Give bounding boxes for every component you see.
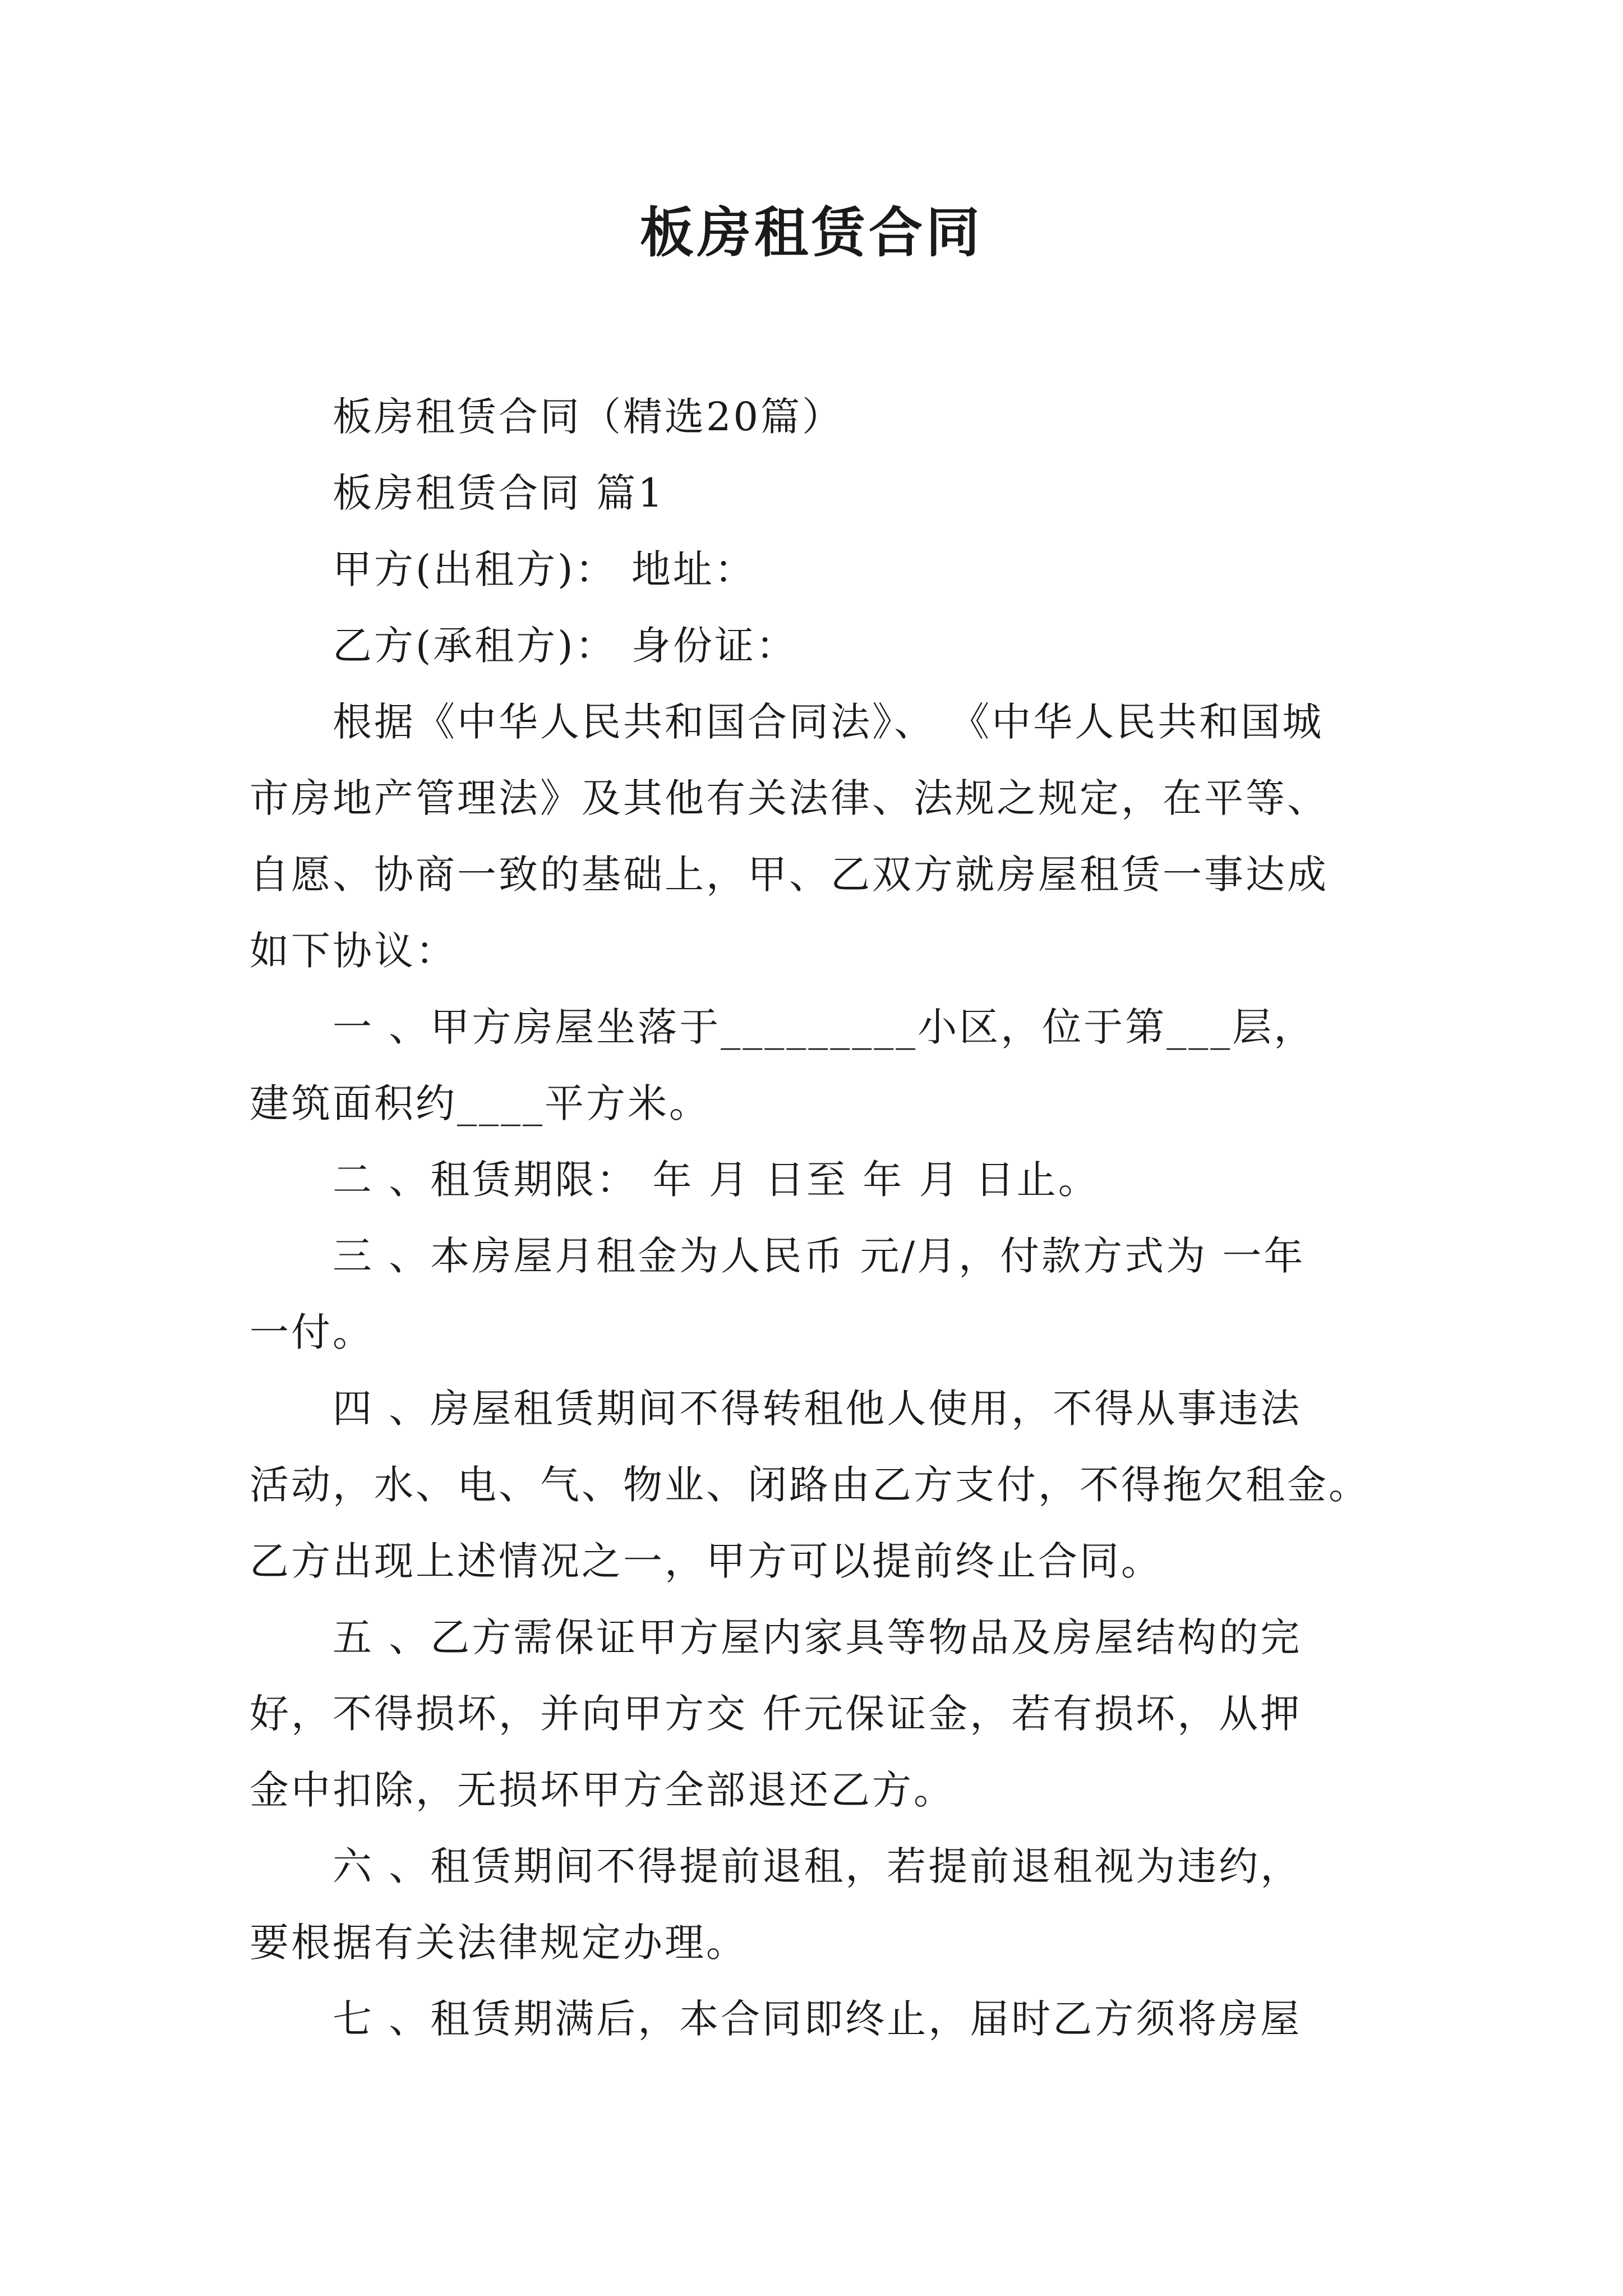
clause-4-line: 乙方出现上述情况之一，甲方可以提前终止合同。 [250, 1538, 1163, 1584]
section-heading: 板房租赁合同 篇1 [333, 470, 665, 516]
clause-4-line: 四 、房屋租赁期间不得转租他人使用，不得从事违法 [333, 1386, 1302, 1432]
party-a-line: 甲方(出租方)： 地址： [333, 546, 756, 592]
clause-5-line: 五 、乙方需保证甲方屋内家具等物品及房屋结构的完 [333, 1614, 1302, 1660]
document-title: 板房租赁合同 [640, 201, 983, 264]
paragraph-line: 如下协议： [250, 928, 457, 974]
clause-6-line: 要根据有关法律规定办理。 [250, 1920, 748, 1966]
clause-3-line: 三 、本房屋月租金为人民币 元/月，付款方式为 一年 [333, 1233, 1306, 1279]
party-b-line: 乙方(承租方)： 身份证： [333, 623, 797, 669]
paragraph-line: 根据《中华人民共和国合同法》、 《中华人民共和国城 [333, 699, 1324, 745]
clause-7-line: 七 、租赁期满后，本合同即终止，届时乙方须将房屋 [333, 1996, 1302, 2042]
clause-4-line: 活动，水、电、气、物业、闭路由乙方支付，不得拖欠租金。 [250, 1462, 1370, 1508]
clause-3-line: 一付。 [250, 1309, 374, 1355]
clause-2-line: 二 、租赁期限： 年 月 日至 年 月 日止。 [333, 1157, 1100, 1203]
clause-6-line: 六 、租赁期间不得提前退租，若提前退租视为违约， [333, 1843, 1302, 1889]
paragraph-line: 市房地产管理法》及其他有关法律、法规之规定，在平等、 [250, 775, 1329, 821]
clause-1-line: 一 、甲方房屋坐落于_________小区，位于第___层， [333, 1004, 1316, 1050]
document-body [250, 379, 1394, 2057]
subtitle-line: 板房租赁合同（精选20篇） [333, 394, 844, 440]
paragraph-line: 自愿、协商一致的基础上，甲、乙双方就房屋租赁一事达成 [250, 852, 1329, 898]
clause-5-line: 金中扣除，无损坏甲方全部退还乙方。 [250, 1767, 955, 1813]
clause-5-line: 好，不得损坏，并向甲方交 仟元保证金，若有损坏，从押 [250, 1691, 1302, 1737]
clause-1-line: 建筑面积约____平方米。 [250, 1080, 711, 1126]
